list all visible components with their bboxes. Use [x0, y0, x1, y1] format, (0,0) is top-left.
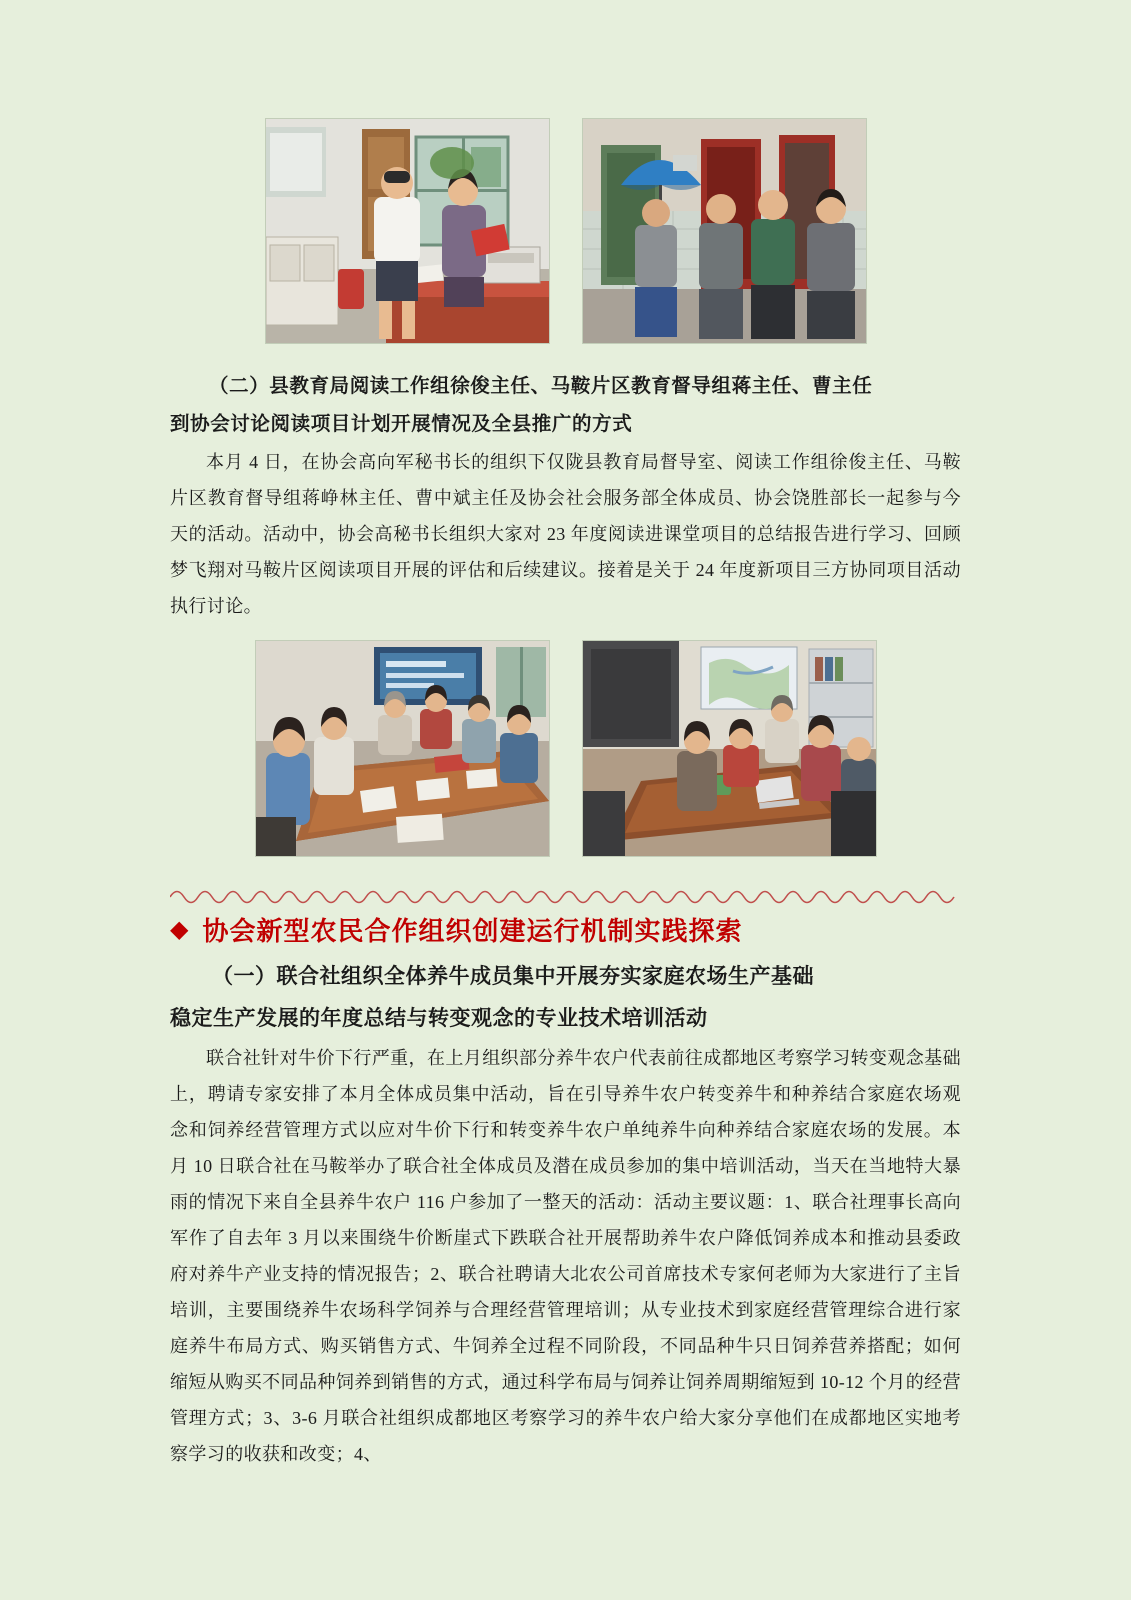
office-visit-illustration — [266, 119, 549, 343]
photo-office-visit — [265, 118, 550, 344]
photo-row-mid — [170, 640, 961, 857]
gap-after-red-title — [170, 948, 961, 956]
wave-divider-icon — [170, 883, 961, 905]
section-two-paragraph: 本月 4 日，在协会高向军秘书长的组织下仅陇县教育局督导室、阅读工作组徐俊主任、马鞍片区教育督导组蒋峥林主任、曹中斌主任及协会社会服务部全体成员、协会饶胜部长一起参与今天的活动。活动中，协会高秘书长组织大家对 23 年度阅读进课堂项目的总结报告进行学习、回顾梦飞翔对马鞍片区阅读项目开展的评估和后续建议。接着是关于 24 年度新项目三方协同项目活动执行讨论。 — [170, 452, 961, 617]
subsection-one-heading-line2: 稳定生产发展的年度总结与转变观念的专业技术培训活动 — [170, 1007, 708, 1031]
street-talk-illustration — [583, 119, 866, 343]
subsection-one-paragraph: 联合社针对牛价下行严重，在上月组织部分养牛农户代表前往成都地区考察学习转变观念基础上，聘请专家安排了本月全体成员集中活动，旨在引导养牛农户转变养牛和种养结合家庭农场观念和饲养经营管理方式以应对牛价下行和转变养牛农户单纯养牛向种养结合家庭农场的发展。本月 10 日联合社在马鞍举办了联合社全体成员及潜在成员参加的集中培训活动，当天在当地特大暴雨的情况下来自全县养牛农户 116 户参加了一整天的活动：活动主要议题：1、联合社理事长高向军作了自去年 3 月以来围绕牛价断崖式下跌联合社开展帮助养牛农户降低饲养成本和推动县委政府对养牛产业支持的情况报告；2、联合社聘请大北农公司首席技术专家何老师为大家进行了主旨培训，主要围绕养牛农场科学饲养与合理经营管理培训；从专业技术到家庭经营管理综合进行家庭养牛布局方式、购买销售方式、牛饲养全过程不同阶段，不同品种牛只日饲养营养搭配；如何缩短从购买不同品种饲养到销售的方式，通过科学布局与饲养让饲养周期缩短到 10-12 个月的经营管理方式；3、3-6 月联合社组织成都地区考察学习的养牛农户给大家分享他们在成都地区实地考察学习的收获和改变；4、 — [170, 1048, 961, 1465]
section-two-heading — [170, 368, 961, 444]
top-margin — [170, 34, 961, 118]
subsection-one-heading-line1: （一）联合社组织全体养牛成员集中开展夯实家庭农场生产基础 — [212, 965, 814, 989]
subsection-one-heading — [170, 956, 961, 1040]
wave-divider — [170, 883, 961, 905]
photo-meeting-room — [255, 640, 550, 857]
meeting-room-2-illustration — [583, 641, 876, 856]
photo-meeting-room-2 — [582, 640, 877, 857]
photo-street-talk — [582, 118, 867, 344]
gap-before-photo-row-mid — [170, 624, 961, 640]
gap-after-photo-row-top — [170, 344, 961, 368]
meeting-room-illustration — [256, 641, 549, 856]
red-section-title: 协会新型农民合作组织创建运行机制实践探索 — [202, 916, 743, 947]
photo-row-top — [170, 118, 961, 344]
diamond-icon: ◆ — [170, 916, 189, 943]
red-section-title-row — [170, 911, 961, 948]
top-spacer — [170, 0, 961, 34]
section-two-heading-line2: 到协会讨论阅读项目计划开展情况及全县推广的方式 — [170, 414, 633, 436]
section-two-heading-line1: （二）县教育局阅读工作组徐俊主任、马鞍片区教育督导组蒋主任、曹主任 — [209, 376, 873, 397]
